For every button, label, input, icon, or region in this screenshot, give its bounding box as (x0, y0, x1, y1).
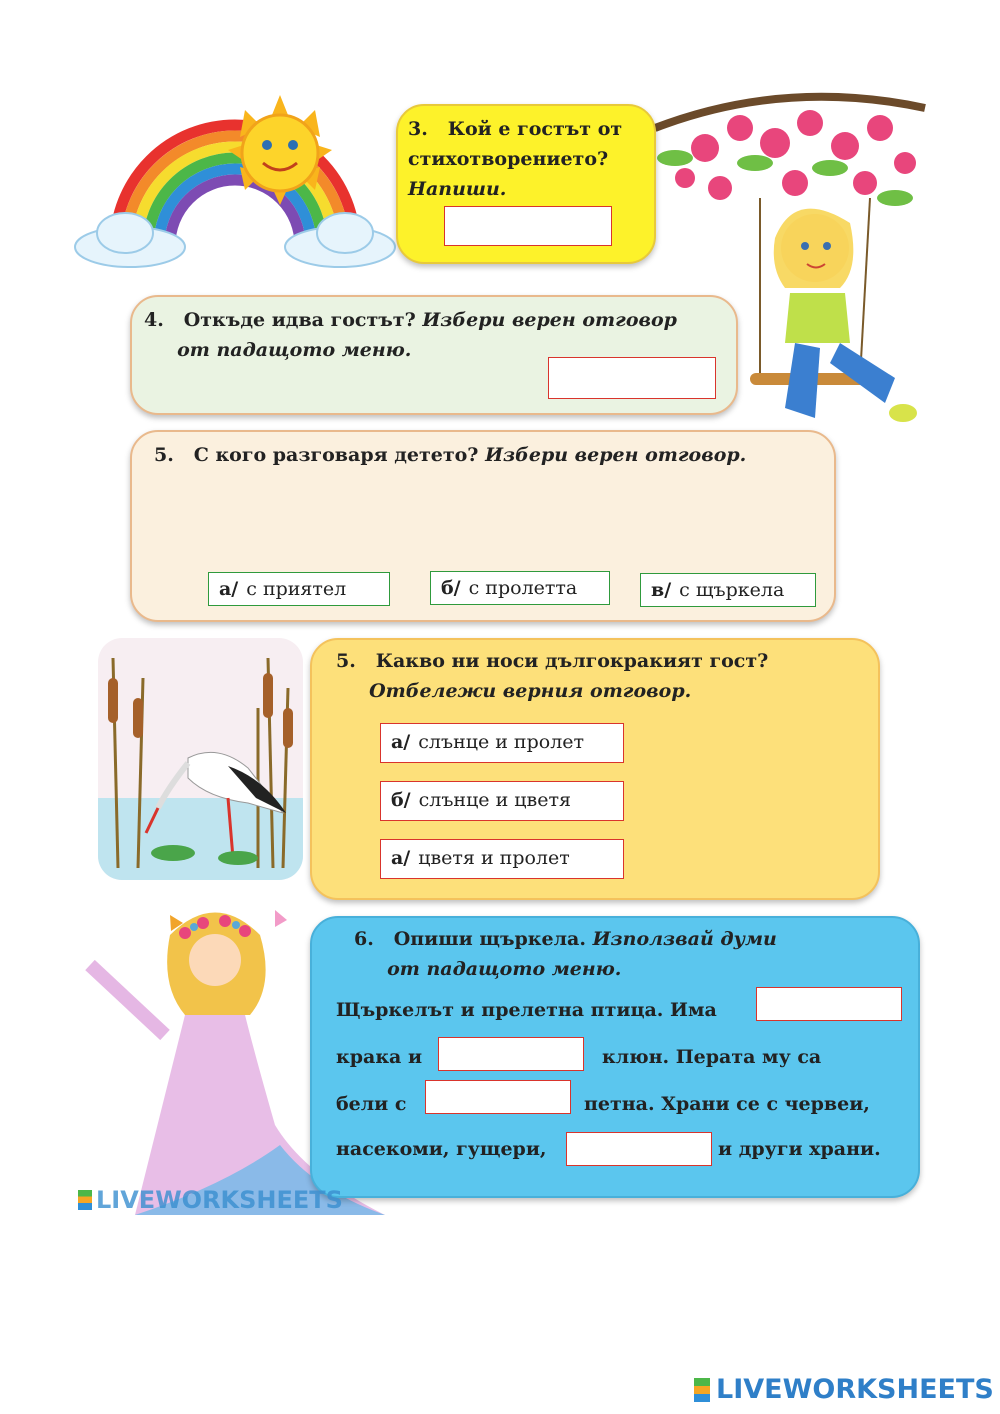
q6-text: Опиши щъркела. (393, 928, 586, 950)
q6-sentence-3b: петна. Храни се с червеи, (584, 1093, 870, 1115)
q3-question (408, 114, 622, 204)
q6-question (354, 924, 777, 984)
q5a-option-b-text: с пролетта (468, 577, 578, 599)
q4-text: Откъде идва гостът? (183, 309, 416, 331)
q5b-option-1[interactable] (380, 723, 624, 763)
q5b-option-3-letter: а/ (391, 847, 411, 869)
q5b-text: Какво ни носи дългокракият гост? (375, 650, 769, 672)
q5b-question (336, 646, 768, 706)
q6-number: 6. (354, 928, 374, 950)
q6-blank-3[interactable] (425, 1080, 571, 1114)
q6-blank-4[interactable] (566, 1132, 712, 1166)
q5b-option-2-letter: б/ (391, 789, 411, 811)
q5b-number: 5. (336, 650, 356, 672)
q6-instruction-1: Използвай думи (592, 928, 777, 950)
q5b-option-3[interactable] (380, 839, 624, 879)
q6-sentence-2a: крака и (336, 1046, 423, 1068)
q6-sentence-3a: бели с (336, 1093, 407, 1115)
q3-panel (396, 104, 656, 264)
q5a-option-a-letter: а/ (219, 578, 239, 600)
q6-sentence-1: Щъркелът и прелетна птица. Има (336, 999, 717, 1021)
q6-instruction-2: от падащото меню. (387, 958, 622, 980)
rainbow-sun-image (70, 75, 400, 275)
footer-brand-text: LIVEWORKSHEETS (716, 1374, 994, 1405)
q5b-option-1-letter: а/ (391, 731, 411, 753)
q5b-option-2[interactable] (380, 781, 624, 821)
q6-blank-2[interactable] (438, 1037, 584, 1071)
q5a-option-c[interactable] (640, 573, 816, 607)
q5a-option-a-text: с приятел (246, 578, 347, 600)
q3-line1: Кой е гостът от (447, 118, 623, 140)
q6-sentence-4a: насекоми, гущери, (336, 1138, 547, 1160)
q3-number: 3. (408, 118, 428, 140)
q5a-option-b[interactable] (430, 571, 610, 605)
q4-question (144, 305, 677, 365)
q5a-number: 5. (154, 444, 174, 466)
liveworksheets-logo-icon (78, 1190, 92, 1210)
q5a-option-c-letter: в/ (651, 579, 672, 601)
q3-line2: стихотворението? (408, 148, 609, 170)
q5b-option-2-text: слънце и цветя (418, 789, 571, 811)
q4-instruction-1: Избери верен отговор (422, 309, 677, 331)
watermark-text: LIVEWORKSHEETS (96, 1186, 343, 1214)
q5b-option-1-text: слънце и пролет (418, 731, 585, 753)
q5a-option-a[interactable] (208, 572, 390, 606)
stork-pond-image (98, 638, 303, 880)
liveworksheets-footer-icon (694, 1378, 710, 1402)
q4-instruction-2: от падащото меню. (177, 339, 412, 361)
q5a-question (154, 440, 746, 470)
q3-answer-input[interactable] (444, 206, 612, 246)
q6-blank-1[interactable] (756, 987, 902, 1021)
q4-answer-dropdown[interactable] (548, 357, 716, 399)
q3-instruction: Напиши. (408, 178, 507, 200)
q5a-option-c-text: с щъркела (679, 579, 785, 601)
q5a-text: С кого разговаря детето? (193, 444, 479, 466)
q6-sentence-2b: клюн. Перата му са (602, 1046, 822, 1068)
q4-number: 4. (144, 309, 164, 331)
q4-panel (130, 295, 738, 415)
q6-sentence-4b: и други храни. (718, 1138, 881, 1160)
q5b-instruction: Отбележи верния отговор. (369, 680, 692, 702)
q5a-instruction: Избери верен отговор. (485, 444, 747, 466)
q5a-option-b-letter: б/ (441, 577, 461, 599)
q5b-option-3-text: цветя и пролет (418, 847, 570, 869)
